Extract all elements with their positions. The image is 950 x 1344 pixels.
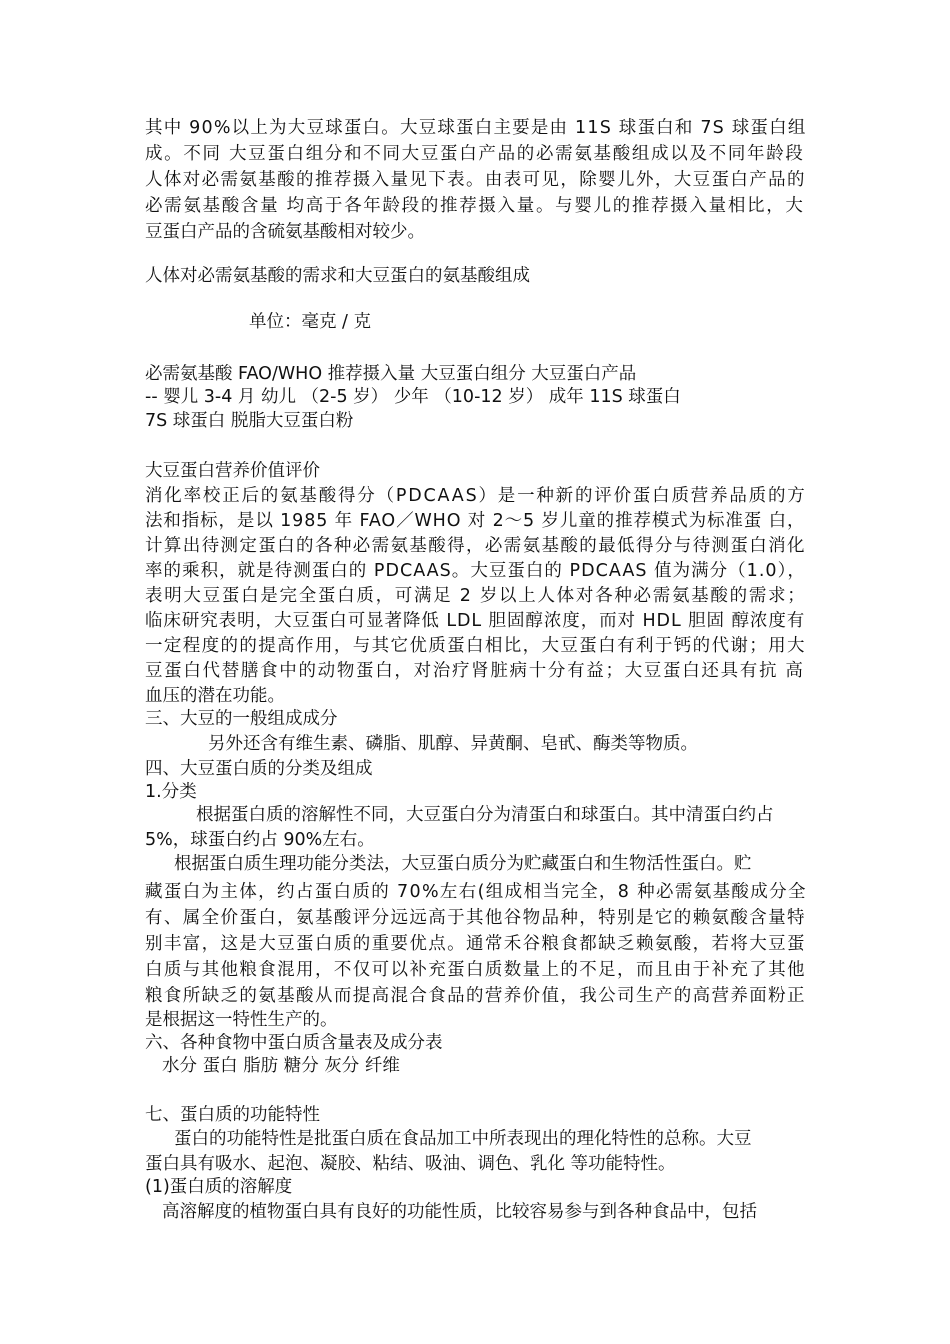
class-para2-line-6: 粮食所缺乏的氨基酸从而提高混合食品的营养价值，我公司生产的高营养面粉正 <box>145 986 806 1006</box>
class-para2-line-1: 根据蛋白质生理功能分类法，大豆蛋白质分为贮藏蛋白和生物活性蛋白。贮 <box>174 854 752 874</box>
func-para-line-2: 蛋白具有吸水、起泡、凝胶、粘结、吸油、调色、乳化 等功能特性。 <box>145 1154 676 1174</box>
section-nutrition-title: 大豆蛋白营养价值评价 <box>145 461 320 481</box>
table-header-line-3: 7S 球蛋白 脱脂大豆蛋白粉 <box>145 411 354 431</box>
section3-text: 另外还含有维生素、磷脂、肌醇、异黄酮、皂甙、酶类等物质。 <box>208 734 698 754</box>
table-header-line-2: -- 婴儿 3-4 月 幼儿 （2-5 岁） 少年 （10-12 岁） 成年 11S 球蛋白 <box>145 387 681 407</box>
section6-title: 六、各种食物中蛋白质含量表及成分表 <box>145 1033 443 1053</box>
nutrition-line-7: 一定程度的的提高作用，与其它优质蛋白相比，大豆蛋白有利于钙的代谢；用大 <box>145 636 806 656</box>
class-para2-line-5: 白质与其他粮食混用，不仅可以补充蛋白质数量上的不足，而且由于补充了其他 <box>145 960 806 980</box>
intro-line-5: 豆蛋白产品的含硫氨基酸相对较少。 <box>145 222 425 242</box>
table-header-line-1: 必需氨基酸 FAO/WHO 推荐摄入量 大豆蛋白组分 大豆蛋白产品 <box>145 364 637 384</box>
section3-title: 三、大豆的一般组成成分 <box>145 709 338 729</box>
subsection1-para: 高溶解度的植物蛋白具有良好的功能性质，比较容易参与到各种食品中，包括 <box>162 1202 757 1222</box>
nutrition-line-6: 临床研究表明，大豆蛋白可显著降低 LDL 胆固醇浓度，而对 HDL 胆固 醇浓度有 <box>145 611 806 631</box>
table-unit: 单位：毫克 / 克 <box>249 312 372 332</box>
class-para1-line-2: 5%，球蛋白约占 90%左右。 <box>145 830 375 850</box>
func-para-line-1: 蛋白的功能特性是批蛋白质在食品加工中所表现出的理化特性的总称。大豆 <box>174 1129 752 1149</box>
nutrition-line-1: 消化率校正后的氨基酸得分（PDCAAS）是一种新的评价蛋白质营养品质的方 <box>145 486 807 506</box>
nutrition-line-2: 法和指标，是以 1985 年 FAO／WHO 对 2～5 岁儿童的推荐模式为标准蛋 白， <box>145 511 806 531</box>
nutrition-line-5: 表明大豆蛋白是完全蛋白质，可满足 2 岁以上人体对各种必需氨基酸的需求； <box>145 586 807 606</box>
class-para1-line-1: 根据蛋白质的溶解性不同，大豆蛋白分为清蛋白和球蛋白。其中清蛋白约占 <box>196 805 774 825</box>
class-para2-line-3: 有、属全价蛋白，氨基酸评分远远高于其他谷物品种，特别是它的赖氨酸含量特 <box>145 908 806 928</box>
intro-line-1: 其中 90%以上为大豆球蛋白。大豆球蛋白主要是由 11S 球蛋白和 7S 球蛋白组 <box>145 118 807 138</box>
subsection1-title: (1)蛋白质的溶解度 <box>145 1177 293 1197</box>
section7-title: 七、蛋白质的功能特性 <box>145 1105 320 1125</box>
intro-line-4: 必需氨基酸含量 均高于各年龄段的推荐摄入量。与婴儿的推荐摄入量相比，大 <box>145 196 805 216</box>
section6-table-header: 水分 蛋白 脂肪 糖分 灰分 纤维 <box>162 1056 400 1076</box>
class-para2-line-7: 是根据这一特性生产的。 <box>145 1010 338 1030</box>
intro-line-2: 成。不同 大豆蛋白组分和不同大豆蛋白产品的必需氨基酸组成以及不同年龄段 <box>145 144 805 164</box>
section4-subtitle: 1.分类 <box>145 782 197 802</box>
section4-title: 四、大豆蛋白质的分类及组成 <box>145 759 373 779</box>
class-para2-line-4: 别丰富，这是大豆蛋白质的重要优点。通常禾谷粮食都缺乏赖氨酸，若将大豆蛋 <box>145 934 806 954</box>
class-para2-line-2: 藏蛋白为主体，约占蛋白质的 70%左右(组成相当完全，8 种必需氨基酸成分全 <box>145 882 807 902</box>
table-title: 人体对必需氨基酸的需求和大豆蛋白的氨基酸组成 <box>145 266 530 286</box>
nutrition-line-9: 血压的潜在功能。 <box>145 686 285 706</box>
nutrition-line-3: 计算出待测定蛋白的各种必需氨基酸得，必需氨基酸的最低得分与待测蛋白消化 <box>145 536 806 556</box>
intro-line-3: 人体对必需氨基酸的推荐摄入量见下表。由表可见，除婴儿外，大豆蛋白产品的 <box>145 170 806 190</box>
nutrition-line-8: 豆蛋白代替膳食中的动物蛋白，对治疗肾脏病十分有益；大豆蛋白还具有抗 高 <box>145 661 805 681</box>
nutrition-line-4: 率的乘积，就是待测蛋白的 PDCAAS。大豆蛋白的 PDCAAS 值为满分（1.0）， <box>145 561 806 581</box>
